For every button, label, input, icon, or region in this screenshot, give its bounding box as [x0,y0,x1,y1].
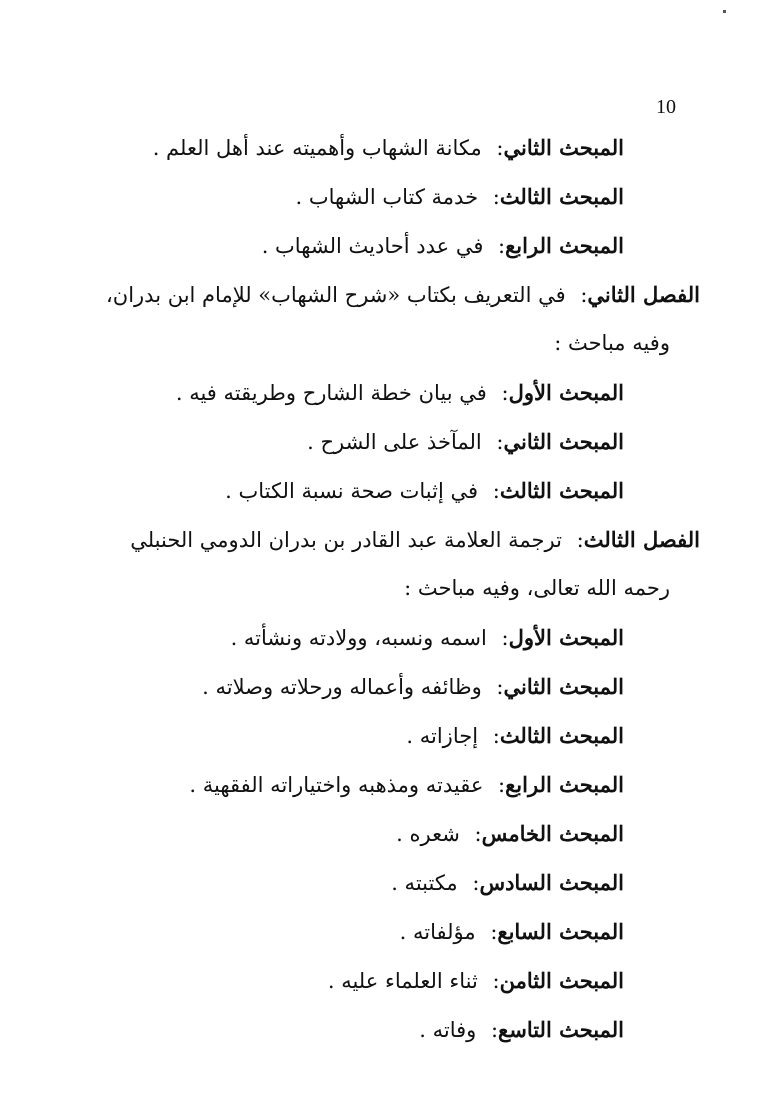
separator: : [501,626,509,650]
separator: : [492,479,500,503]
separator: : [490,1018,499,1042]
page-number: 10 [656,96,676,118]
section-heading: المبحث السادس [479,870,624,895]
section-heading: المبحث الثالث [499,478,624,503]
section-heading: المبحث السابع [497,919,624,944]
section-title: وفاته . [419,1018,477,1042]
table-of-contents [96,123,700,1054]
toc-line [96,662,674,711]
section-title: ثناء العلماء عليه . [327,969,478,993]
section-heading: المبحث الرابع [505,772,624,797]
scan-speck [723,10,726,13]
section-heading: المبحث التاسع [498,1017,624,1042]
toc-line [96,221,674,270]
section-title: المآخذ على الشرح . [307,430,482,454]
section-heading: المبحث الخامس [481,821,624,846]
section-title: اسمه ونسبه، وولادته ونشأته . [230,626,487,650]
section-heading: المبحث الرابع [505,233,624,258]
section-heading: المبحث الأول [508,625,624,650]
separator: : [492,969,500,993]
toc-continuation-line [96,564,674,613]
section-heading: المبحث الثاني [503,674,624,699]
separator: : [498,234,506,258]
toc-line [96,123,674,172]
toc-chapter-line [96,270,700,319]
chapter-heading: الفصل الثالث [583,527,700,552]
section-heading: المبحث الثالث [499,723,624,748]
chapter-title-continuation: وفيه مباحث : [554,331,670,355]
toc-line [96,809,674,858]
separator: : [472,871,480,895]
section-title: إجازاته . [406,724,479,748]
separator: : [474,822,482,846]
section-title: في إثبات صحة نسبة الكتاب . [225,479,479,503]
chapter-heading: الفصل الثاني [587,282,700,307]
separator: : [496,136,504,160]
toc-line [96,907,674,956]
section-heading: المبحث الثالث [499,184,624,209]
toc-line [96,368,674,417]
section-title: عقيدته ومذهبه واختياراته الفقهية . [189,773,484,797]
toc-continuation-line [96,319,674,368]
toc-line [96,417,674,466]
toc-line [96,760,674,809]
section-title: مكانة الشهاب وأهميته عند أهل العلم . [152,136,482,160]
section-heading: المبحث الثامن [499,968,624,993]
section-title: خدمة كتاب الشهاب . [295,185,479,209]
toc-line [96,466,674,515]
toc-line [96,1005,674,1054]
toc-line [96,613,674,662]
section-heading: المبحث الثاني [503,135,624,160]
section-heading: المبحث الثاني [503,429,624,454]
section-title: مكتبته . [391,871,458,895]
chapter-title: في التعريف بكتاب «شرح الشهاب» للإمام ابن بدران، [106,283,566,307]
section-heading: المبحث الأول [508,380,624,405]
separator: : [580,283,588,307]
separator: : [496,675,504,699]
separator: : [496,430,504,454]
section-title: شعره . [396,822,460,846]
separator: : [490,920,498,944]
chapter-title: ترجمة العلامة عبد القادر بن بدران الدومي الحنبلي [130,528,562,552]
section-title: وظائفه وأعماله ورحلاته وصلاته . [202,675,482,699]
toc-line [96,956,674,1005]
section-title: مؤلفاته . [399,920,476,944]
toc-line [96,172,674,221]
toc-chapter-line [96,515,700,564]
separator: : [501,381,509,405]
section-title: في بيان خطة الشارح وطريقته فيه . [175,381,487,405]
separator: : [576,528,584,552]
toc-line [96,711,674,760]
separator: : [498,773,506,797]
section-title: في عدد أحاديث الشهاب . [261,234,484,258]
separator: : [492,185,500,209]
toc-line [96,858,674,907]
separator: : [492,724,500,748]
chapter-title-continuation: رحمه الله تعالى، وفيه مباحث : [404,576,670,600]
